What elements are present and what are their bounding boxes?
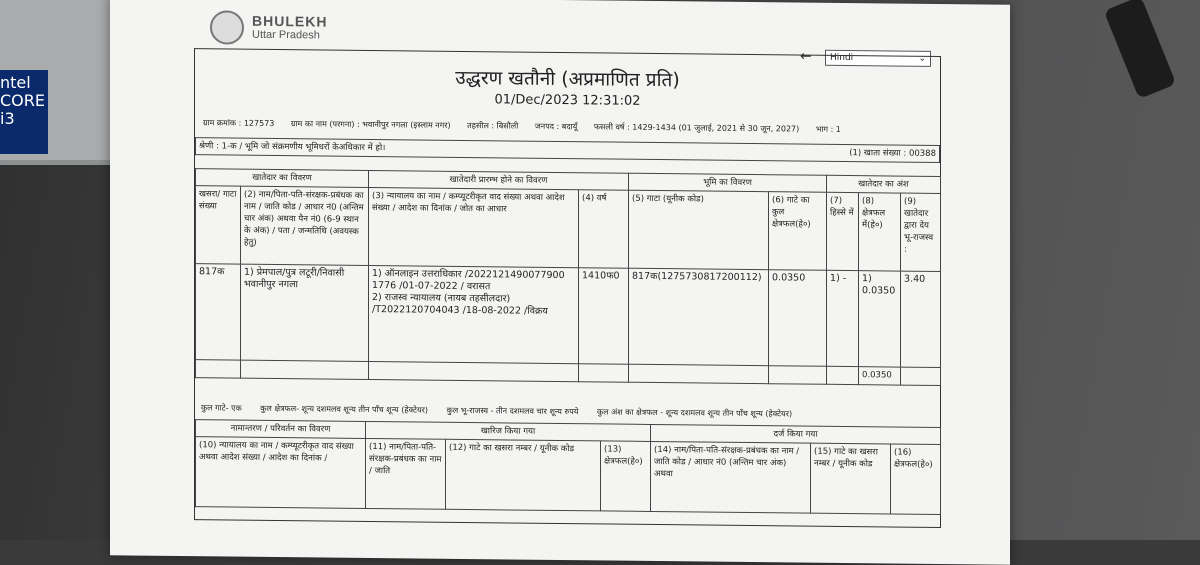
- total-area-cell: 0.0350: [769, 270, 827, 367]
- total-ansh: कुल अंश का क्षेत्रफल - शून्य दशमलव शून्य तीन पाँच शून्य (हेक्टेयर): [597, 407, 793, 419]
- print-datetime: 01/Dec/2023 12:31:02: [494, 92, 641, 109]
- language-value: Hindi: [830, 52, 854, 64]
- gata-cell: 817क(1275730817200112): [629, 268, 769, 365]
- share-cell: 1) -: [827, 270, 859, 366]
- empty-cell: [369, 361, 579, 381]
- emblem-icon: [210, 10, 244, 44]
- sticker-line: ntel: [0, 73, 31, 92]
- court-cell: [369, 265, 579, 363]
- area-cell: 1) 0.0350: [859, 271, 901, 367]
- column-header: (10) न्यायालय का नाम / कम्प्यूटरीकृत वाद संख्या अथवा आदेश संख्या / आदेश का दिनांक /: [196, 437, 366, 509]
- meta-line: [203, 117, 855, 135]
- logo-subtitle: Uttar Pradesh: [252, 28, 320, 42]
- column-header: (4) वर्ष: [579, 190, 629, 269]
- fasli-varsh: फसली वर्ष : 1429-1434 (01 जुलाई, 2021 से 30 जून, 2027): [593, 122, 800, 134]
- court-entry: 1) ऑनलाइन उत्तराधिकार /2022121490077900 1776 /01-07-2022 / वरासत: [372, 268, 565, 293]
- main-table: [195, 168, 941, 386]
- empty-cell: [196, 360, 241, 378]
- sticker-line: i3: [0, 109, 15, 128]
- khasra-cell: 817क: [196, 264, 241, 360]
- intel-sticker: [0, 70, 48, 154]
- column-header: (6) गाटे का कुल क्षेत्रफल(हे०): [769, 192, 827, 271]
- group-header: खातेदार का विवरण: [196, 169, 369, 188]
- column-header: (5) गाटा (यूनीक कोड): [629, 190, 769, 269]
- empty-cell: [579, 364, 629, 383]
- logo-title: BHULEKH: [252, 12, 328, 30]
- table-row: [196, 264, 941, 368]
- column-header: (15) गाटे का खसरा नम्बर / यूनीक कोड: [811, 443, 891, 514]
- column-header: (14) नाम/पिता-पति-संरक्षक-प्रबंधक का नाम / जाति कोड / आधार नं0 (अन्तिम चार अंक) अथवा: [651, 441, 811, 513]
- gram-naam: ग्राम का नाम (परगना) : भवानीपुर नगला (इस्लाम नगर): [290, 119, 451, 130]
- bhulekh-logo: [210, 10, 327, 45]
- empty-cell: [901, 367, 941, 385]
- group-header: नामान्तरण / परिवर्तन का विवरण: [196, 420, 366, 439]
- sticker-line: CORE: [0, 91, 45, 110]
- column-header: (2) नाम/पिता-पति-संरक्षक-प्रबंधक का नाम / जाति कोड / आधार नं0 (अन्तिम चार अंक) अथवा पैन नं0 (6-9 स्थान के अंक) / पता / जन्मतिथि (अवयस्क हेतु): [241, 186, 369, 265]
- gram-kramank: ग्राम क्रमांक : 127573: [203, 118, 275, 129]
- column-header: (7) हिस्से में: [827, 192, 859, 270]
- empty-cell: [769, 366, 827, 385]
- empty-cell: [827, 366, 859, 384]
- group-header: खातेदारी प्रारम्भ होने का विवरण: [369, 170, 629, 190]
- shreni-text: श्रेणी : 1-क / भूमि जो संक्रमणीय भूमिधरों केअधिकार में हो।: [199, 141, 386, 154]
- total-area: कुल क्षेत्रफल- शून्य दशमलव शून्य तीन पाँच शून्य (हेक्टेयर): [260, 403, 429, 415]
- group-header: दर्ज किया गया: [651, 424, 941, 444]
- janpad: जनपद : बदायूँ: [534, 121, 578, 132]
- khatauni-table: [195, 137, 940, 163]
- empty-cell: [629, 364, 769, 383]
- empty-cell: [241, 360, 369, 379]
- page-title: उद्धरण खतौनी (अप्रमाणित प्रति): [455, 66, 680, 92]
- court-entry: 2) राजस्व न्यायालय (नायब तहसीलदार) /T2022120704043 /18-08-2022 /विक्रय: [372, 292, 548, 317]
- column-header: (9) खातेदार द्वारा देय भू-राजस्व :: [901, 193, 941, 271]
- chevron-down-icon: ⌄: [918, 53, 926, 64]
- group-header: खारिज किया गया: [366, 421, 651, 441]
- column-header: खसरा/ गाटा संख्या: [196, 186, 241, 264]
- totals-line: [201, 402, 808, 419]
- shreni: [196, 138, 940, 163]
- column-header: (16) क्षेत्रफल(हे०): [891, 444, 941, 515]
- column-header: (11) नाम/पिता-पति-संरक्षक-प्रबंधक का नाम / जाति: [366, 438, 446, 509]
- total-area-value: 0.0350: [859, 367, 901, 385]
- revenue-cell: 3.40: [901, 271, 941, 367]
- total-gate: कुल गाटे- एक: [201, 403, 242, 413]
- group-header: भूमि का विवरण: [629, 173, 827, 192]
- document-paper: [110, 0, 1010, 565]
- mutation-table: [195, 419, 941, 515]
- year-cell: 1410फ0: [579, 268, 629, 365]
- khata-sankhya: (1) खाता संख्या : 00388: [849, 148, 936, 159]
- column-header: (13) क्षेत्रफल(हे०): [601, 441, 651, 512]
- column-header: (12) गाटे का खसरा नम्बर / यूनीक कोड: [446, 439, 601, 511]
- khatauni-frame: [194, 48, 941, 528]
- total-revenue: कुल भू-राजस्व - तीन दशमलव चार शून्य रुपये: [446, 405, 579, 417]
- tehsil: तहसील : बिसौली: [467, 121, 519, 131]
- owner-cell: 1) प्रेमपाल/पुत्र लटूरी/निवासी भवानीपुर नगला: [241, 264, 369, 361]
- back-arrow-icon[interactable]: ←: [800, 48, 812, 65]
- column-header: (3) न्यायालय का नाम / कम्प्यूटरीकृत वाद संख्या अथवा आदेश संख्या / आदेश का दिनांक / जोत का आधार: [369, 187, 579, 267]
- bhag: भाग : 1: [815, 124, 841, 134]
- column-header: (8) क्षेत्रफल में(हे०): [859, 193, 901, 271]
- group-header: खातेदार का अंश: [827, 175, 941, 193]
